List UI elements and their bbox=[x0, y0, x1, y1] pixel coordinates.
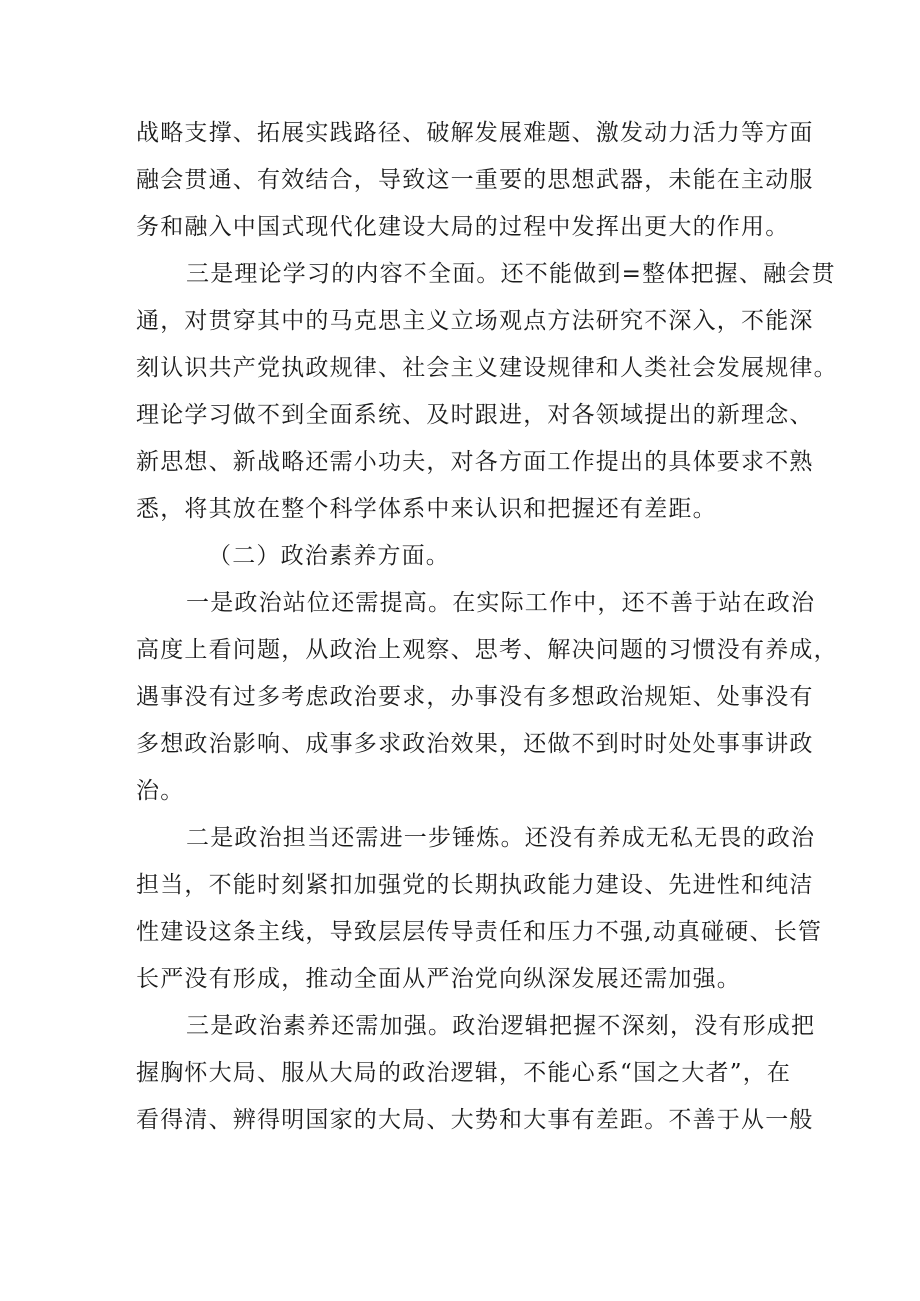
text-line: 融会贯通、有效结合，导致这一重要的思想武器，未能在主动服 bbox=[136, 167, 814, 193]
document-body bbox=[136, 110, 838, 1144]
text-line: 理论学习做不到全面系统、及时跟进，对各领域提出的新理念、 bbox=[136, 402, 814, 428]
text-line: 遇事没有过多考虑政治要求，办事没有多想政治规矩、处事没有 bbox=[136, 684, 814, 710]
paragraph-start-line: 二是政治担当还需进一步锤炼。还没有养成无私无畏的政治 bbox=[186, 825, 816, 851]
text-line: 担当，不能时刻紧扣加强党的长期执政能力建设、先进性和纯洁 bbox=[136, 872, 814, 898]
text-line: 悉，将其放在整个科学体系中来认识和把握还有差距。 bbox=[136, 496, 717, 522]
text-line: 刻认识共产党执政规律、社会主义建设规律和人类社会发展规律。 bbox=[136, 355, 838, 381]
text-line: 通，对贯穿其中的马克思主义立场观点方法研究不深入，不能深 bbox=[136, 308, 814, 334]
text-line: 高度上看问题，从政治上观察、思考、解决问题的习惯没有养成， bbox=[136, 637, 838, 663]
paragraph-start-line: 一是政治站位还需提高。在实际工作中，还不善于站在政治 bbox=[186, 590, 816, 616]
text-line: 看得清、辨得明国家的大局、大势和大事有差距。不善于从一般 bbox=[136, 1107, 814, 1133]
paragraph-start-line: 三是理论学习的内容不全面。还不能做到=整体把握、融会贯 bbox=[186, 261, 836, 287]
text-line: 战略支撑、拓展实践路径、破解发展难题、激发动力活力等方面 bbox=[136, 120, 814, 146]
section-heading: （二）政治素养方面。 bbox=[208, 543, 450, 569]
text-line: 长严没有形成，推动全面从严治党向纵深发展还需加强。 bbox=[136, 966, 741, 992]
paragraph-start-line: 三是政治素养还需加强。政治逻辑把握不深刻，没有形成把 bbox=[186, 1013, 816, 1039]
text-line: 多想政治影响、成事多求政治效果，还做不到时时处处事事讲政 bbox=[136, 731, 814, 757]
text-line: 务和融入中国式现代化建设大局的过程中发挥出更大的作用。 bbox=[136, 214, 790, 240]
text-line: 性建设这条主线，导致层层传导责任和压力不强,动真碰硬、长管 bbox=[136, 919, 823, 945]
text-line: 治。 bbox=[136, 778, 185, 804]
text-line: 握胸怀大局、服从大局的政治逻辑，不能心系“国之大者”，在 bbox=[136, 1060, 792, 1086]
text-line: 新思想、新战略还需小功夫，对各方面工作提出的具体要求不熟 bbox=[136, 449, 814, 475]
